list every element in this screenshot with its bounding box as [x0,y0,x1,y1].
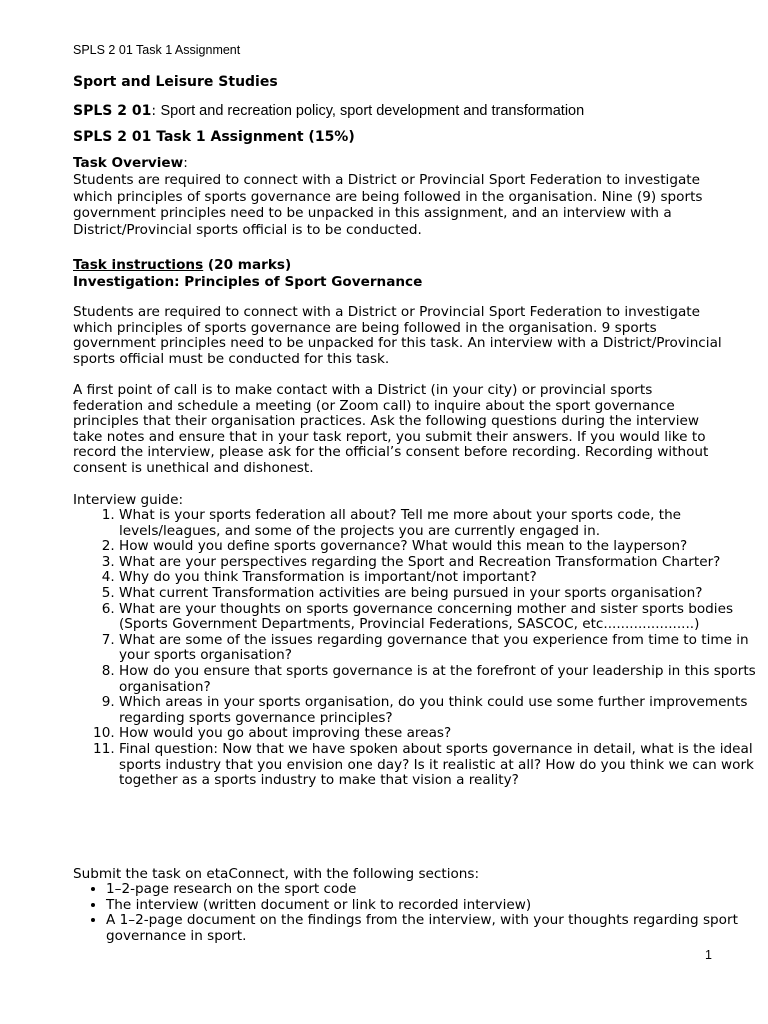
task-overview [73,155,723,239]
course-code-separator: : [151,103,161,119]
page-header: SPLS 2 01 Task 1 Assignment [73,43,241,57]
interview-question: 2. How would you define sports governance? What would this mean to the layperson? [119,539,768,555]
interview-question: 6. What are your thoughts on sports governance concerning mother and sister sports bodies (Sports Government Departments, Provincial Federations, SASCOC, etc.....................) [119,602,768,633]
task-overview-heading: Task Overview [73,155,184,171]
course-description: Sport and recreation policy, sport development and transformation [160,103,585,119]
submission-sections-list [73,882,756,944]
task-instructions-marks: (20 marks) [203,257,292,273]
page-number: 1 [705,948,712,962]
interview-question: 5. What current Transformation activities are being pursued in your sports organisation? [119,586,768,602]
interview-question: 7. What are some of the issues regarding governance that you experience from time to time in your sports organisation? [119,633,768,664]
task-instructions [73,257,723,291]
submission-section: • 1–2-page research on the sport code [106,882,756,898]
course-title: Sport and Leisure Studies [73,74,278,90]
interview-question: 10. How would you go about improving these areas? [119,726,768,742]
interview-question: 9. Which areas in your sports organisation, do you think could use some further improvements regarding sports governance principles? [119,695,768,726]
task-instructions-heading: Task instructions [73,257,204,273]
interview-guide-label: Interview guide: [73,492,184,508]
interview-question: 4. Why do you think Transformation is important/not important? [119,570,768,586]
interview-question: 1. What is your sports federation all about? Tell me more about your sports code, the levels/leagues, and some of the projects you are currently engaged in. [119,508,768,539]
interview-guide-list [73,508,768,789]
task-overview-colon: : [183,155,188,171]
task-overview-text: Students are required to connect with a District or Provincial Sport Federation to investigate which principles of sports governance are being followed in the organisation. Nine (9) sports government principles need to be unpacked in this assignment, and an interview with a District/Provincial sports official is to be conducted. [73,171,703,239]
course-code: SPLS 2 01 [73,103,152,119]
instructions-paragraph-2: A first point of call is to make contact with a District (in your city) or provincial sports federation and schedule a meeting (or Zoom call) to inquire about the sport governance principles that their organisation practices. Ask the following questions during the interview take notes and ensure that in your task report, you submit their answers. If you would like to record the interview, please ask for the official’s consent before recording. Recording without consent is unethical and dishonest. [73,382,709,476]
interview-question: 3. What are your perspectives regarding the Sport and Recreation Transformation Charter? [119,555,768,571]
submission-label: Submit the task on etaConnect, with the following sections: [73,866,480,882]
interview-question: 11. Final question: Now that we have spoken about sports governance in detail, what is the ideal sports industry that you envision one day? Is it realistic at all? How do you think we can work together as a sports industry to make that vision a reality? [119,742,768,789]
interview-question: 8. How do you ensure that sports governance is at the forefront of your leadership in this sports organisation? [119,664,768,695]
submission-section: • The interview (written document or link to recorded interview) [106,898,756,914]
submission-section: • A 1–2-page document on the findings from the interview, with your thoughts regarding sport governance in sport. [106,913,756,944]
course-code-line [73,103,584,119]
assignment-title: SPLS 2 01 Task 1 Assignment (15%) [73,129,355,145]
instructions-paragraph-1: Students are required to connect with a District or Provincial Sport Federation to investigate which principles of sports governance are being followed in the organisation. 9 sports government principles need to be unpacked for this task. An interview with a District/Provincial sports official must be conducted for this task. [73,304,722,367]
investigation-heading: Investigation: Principles of Sport Governance [73,273,423,290]
